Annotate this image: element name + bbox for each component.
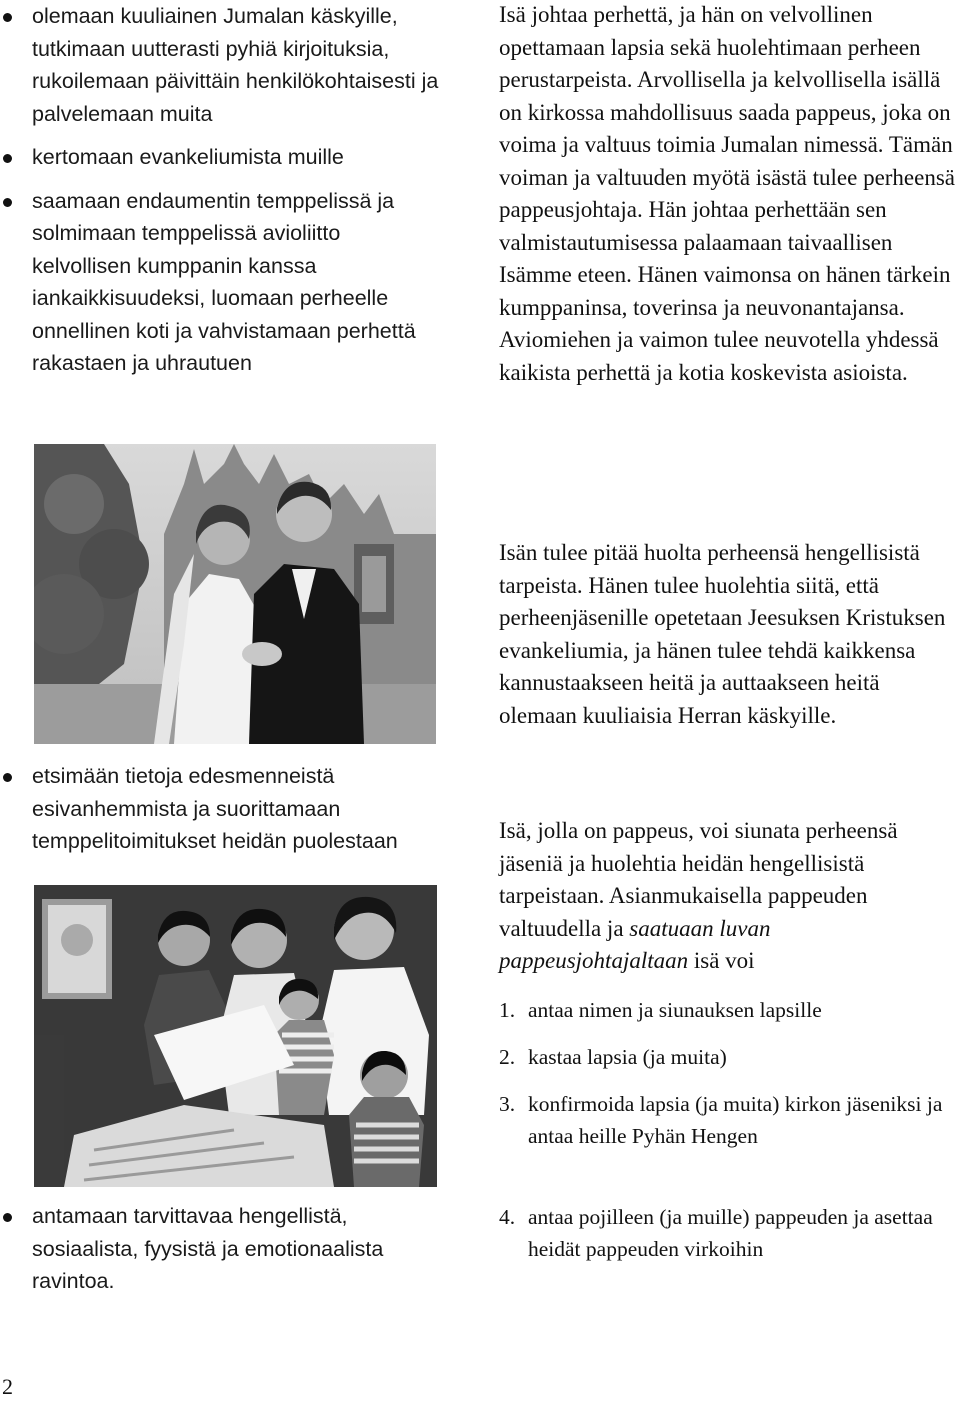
wedding-couple-temple-photo xyxy=(34,444,436,744)
paragraph-priesthood-blessings xyxy=(499,815,960,978)
paragraph-italic-text: saatuaan luvan pappeusjohtajaltaan xyxy=(499,915,771,973)
list-item-text: antaa pojilleen (ja muille) pappeuden ja asettaa heidät pappeuden virkoihin xyxy=(528,1205,933,1261)
bullet-list-top xyxy=(0,0,440,380)
list-item-text: konfirmoida lapsia (ja muita) kirkon jäseniksi ja antaa heille Pyhän Hengen xyxy=(528,1092,943,1148)
paragraph-text: Isä, jolla on pappeus, voi siunata perheensä jäseniä ja huolehtia heidän hengellisistä tarpeistaan. Asianmukaisella pappeuden valtuudella ja xyxy=(499,818,898,941)
bullet-item: etsimään tietoja edesmenneistä esivanhemmista ja suorittamaan temppelitoimitukset heidän puolestaan xyxy=(0,760,440,858)
page-number: 2 xyxy=(2,1374,13,1399)
list-item xyxy=(499,1089,960,1152)
numbered-list xyxy=(499,995,960,1027)
bullet-item: saamaan endaumentin temppelissä ja solmimaan temppelissä avioliitto kelvollisen kumppanin kanssa iankaikkisuudeksi, luomaan perheelle onnellinen koti ja vahvistamaan perhettä rakastaen ja uhrautuen xyxy=(0,185,442,380)
bullet-item: kertomaan evankeliumista muille xyxy=(0,141,440,174)
bullet-list-middle xyxy=(0,760,440,858)
list-number: 4. xyxy=(499,1205,516,1229)
list-number: 2. xyxy=(499,1045,516,1069)
paragraph-spiritual-needs: Isän tulee pitää huolta perheensä hengellisistä tarpeista. Hänen tulee huolehtia siitä, että perheenjäsenille opetetaan Jeesuksen Kristuksen evankeliumia, ja hänen tulee tehdä kaikkensa kannustaakseen heitä ja auttaakseen heitä olemaan kuuliaisia Herran käskyille. xyxy=(499,540,946,728)
list-item xyxy=(499,1202,960,1265)
list-number: 1. xyxy=(499,998,516,1022)
bullet-item: antamaan tarvittavaa hengellistä, sosiaalista, fyysistä ja emotionaalista ravintoa. xyxy=(0,1200,437,1298)
list-item-text: kastaa lapsia (ja muita) xyxy=(528,1045,727,1069)
numbered-list xyxy=(499,1202,960,1265)
bullet-item: olemaan kuuliainen Jumalan käskyille, tutkimaan uutterasti pyhiä kirjoituksia, rukoilemaan päivittäin henkilökohtaisesti ja palvelemaan muita xyxy=(0,0,440,130)
list-item xyxy=(499,995,960,1027)
paragraph-text: isä voi xyxy=(688,948,755,973)
family-studying-photo xyxy=(34,885,437,1187)
numbered-list xyxy=(499,1042,960,1074)
list-number: 3. xyxy=(499,1092,516,1116)
list-item-text: antaa nimen ja siunauksen lapsille xyxy=(528,998,822,1022)
bullet-list-bottom xyxy=(0,1200,440,1298)
paragraph-father-leads: Isä johtaa perhettä, ja hän on velvollinen opettamaan lapsia sekä huolehtimaan perheen perustarpeista. Arvollisella ja kelvollisella isällä on kirkossa mahdollisuus saada pappeus, joka on voima ja valtuus toimia Jumalan nimessä. Tämän voiman ja valtuuden myötä isästä tulee perheensä pappeusjohtaja. Hän johtaa perhettään sen valmistautumisessa palaamaan taivaallisen Isämme eteen. Hänen vaimonsa on hänen tärkein kumppaninsa, toverinsa ja neuvonantajansa. Aviomiehen ja vaimon tulee neuvotella yhdessä kaikista perhettä ja kotia koskevista asioista. xyxy=(499,2,956,385)
list-item xyxy=(499,1042,960,1074)
numbered-list xyxy=(499,1089,960,1152)
